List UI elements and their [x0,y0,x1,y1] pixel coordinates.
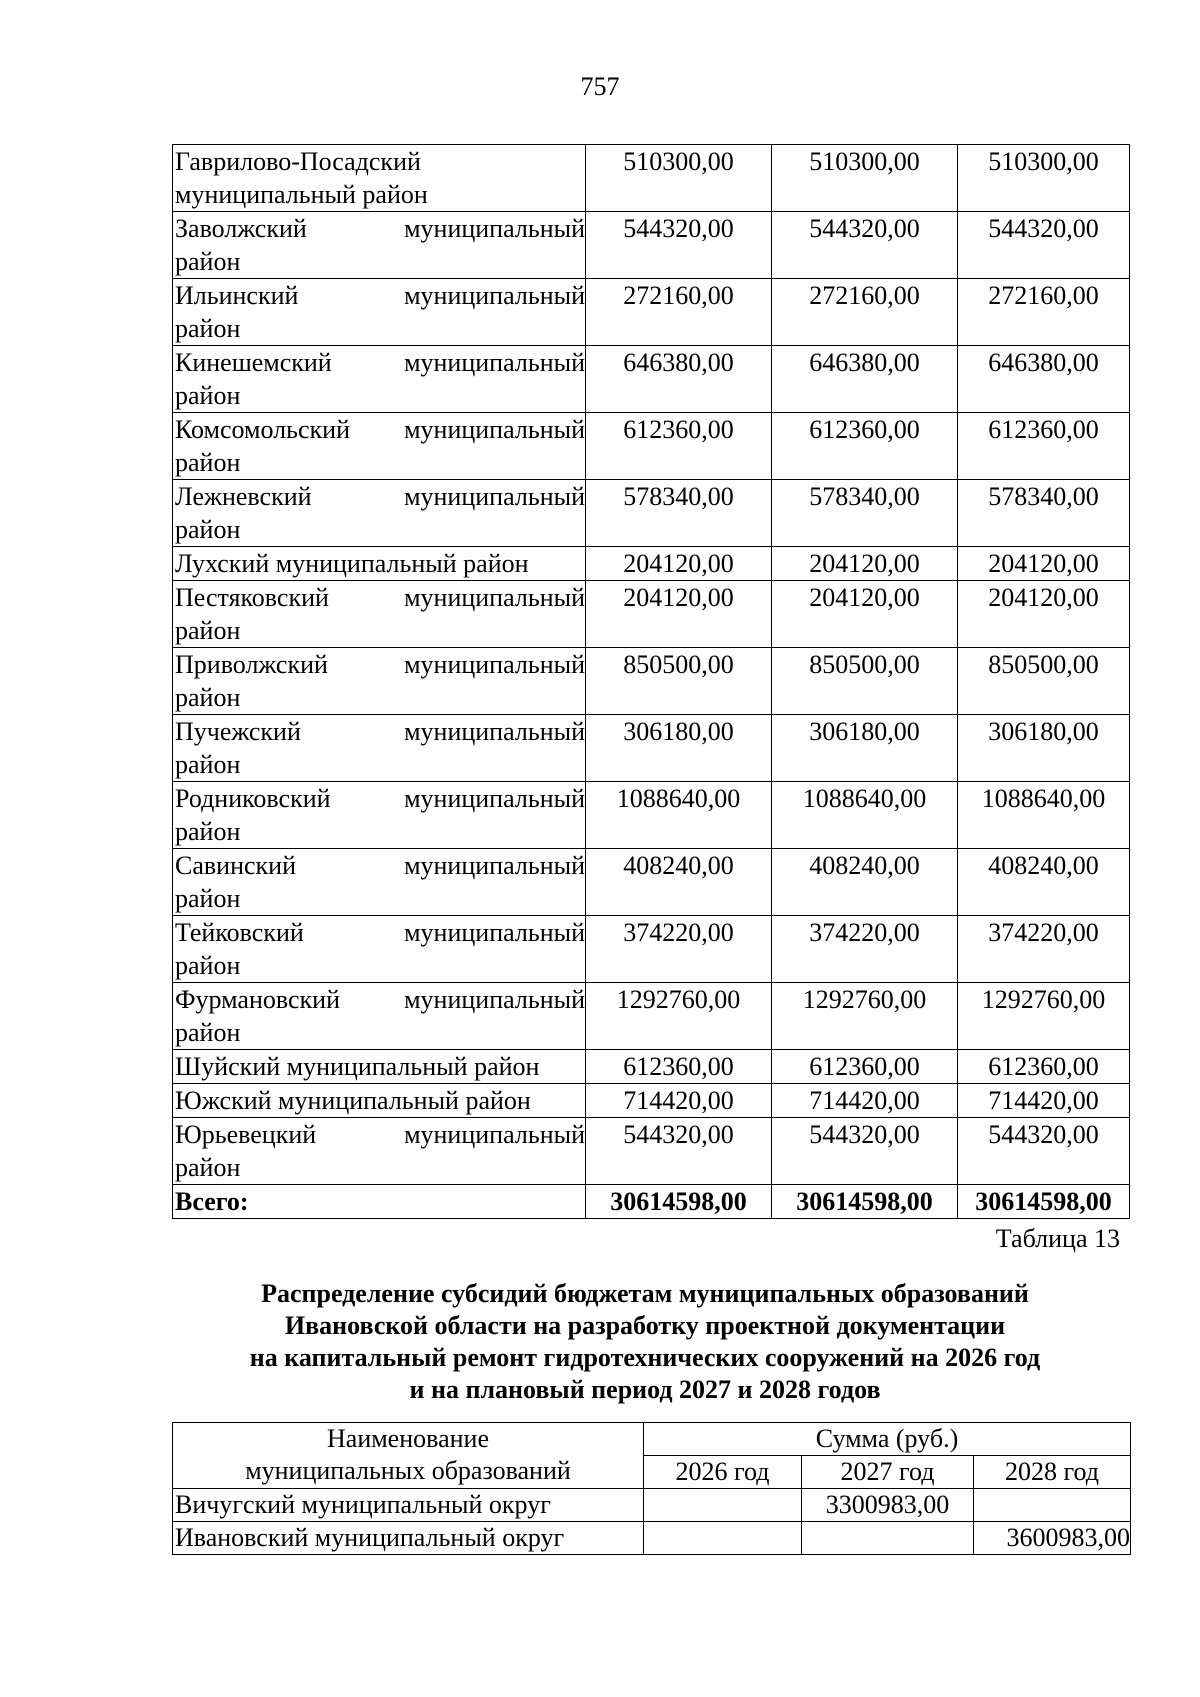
table-row [173,1050,1130,1084]
row-name-line1: Пучежский муниципальный [175,717,585,746]
row-name-line1: Южский муниципальный район [175,1086,531,1115]
header-sum-cell: Сумма (руб.) [644,1423,1131,1456]
table-row [173,413,1130,480]
row-value-v2: 510300,00 [772,145,958,212]
row-name [173,983,586,1050]
row-name-line1: Савинский муниципальный [175,851,585,880]
row-value-v2: 714420,00 [772,1084,958,1118]
table-title-line: и на плановый период 2027 и 2028 годов [409,1375,881,1404]
row-value-v3: 510300,00 [958,145,1130,212]
row-value-v1: 714420,00 [586,1084,772,1118]
row-value-2027 [802,1522,974,1555]
row-name [173,346,586,413]
row-name [173,480,586,547]
row-name-line2: район [175,683,241,712]
row-value-v3: 714420,00 [958,1084,1130,1118]
row-value-v1: 544320,00 [586,212,772,279]
table-row [173,782,1130,849]
row-value-v2: 374220,00 [772,916,958,983]
row-name [173,1050,586,1084]
header-name-cell [173,1423,644,1489]
table-row [173,849,1130,916]
table-header-row [173,1423,1131,1456]
row-name-line2: район [175,448,241,477]
subsidy-table-body [173,145,1130,1219]
header-year-2028: 2028 год [974,1456,1131,1489]
row-name-line1: Фурмановский муниципальный [175,985,585,1014]
total-value-v3: 30614598,00 [958,1185,1130,1219]
table-row [173,346,1130,413]
row-value-v2: 612360,00 [772,413,958,480]
row-name [173,782,586,849]
table-row [173,715,1130,782]
row-name [173,715,586,782]
row-value-v2: 408240,00 [772,849,958,916]
row-name [173,145,586,212]
table-row [173,1489,1131,1522]
row-name-line1: Заволжский муниципальный [175,214,585,243]
header-year-2026: 2026 год [644,1456,802,1489]
table-row [173,1118,1130,1185]
table-row [173,581,1130,648]
row-value-v2: 850500,00 [772,648,958,715]
row-name [173,849,586,916]
row-value-v2: 612360,00 [772,1050,958,1084]
table-title-line: Ивановской области на разработку проектной документации [284,1311,1006,1340]
table-row [173,983,1130,1050]
row-value-v2: 544320,00 [772,1118,958,1185]
row-name-line1: Родниковский муниципальный [175,784,585,813]
row-name [173,916,586,983]
row-name-line2: район [175,817,241,846]
row-value-v3: 272160,00 [958,279,1130,346]
row-name [173,212,586,279]
row-value-v2: 578340,00 [772,480,958,547]
row-name: Ивановский муниципальный округ [173,1522,644,1555]
row-name-line2: район [175,314,241,343]
row-value-v2: 204120,00 [772,547,958,581]
page-number: 757 [580,72,620,101]
row-value-v3: 612360,00 [958,413,1130,480]
row-name-line2: район [175,616,241,645]
table-row [173,648,1130,715]
row-value-v1: 612360,00 [586,413,772,480]
row-value-v1: 646380,00 [586,346,772,413]
table-row [173,145,1130,212]
row-value-v3: 578340,00 [958,480,1130,547]
row-name-line2: район [175,1018,241,1047]
row-value-2028: 3600983,00 [974,1522,1131,1555]
row-name-line1: Гаврилово-Посадский [175,147,421,176]
table-row [173,547,1130,581]
subsidy-table-continued [172,144,1130,1219]
row-value-v2: 204120,00 [772,581,958,648]
table-title [0,1278,1200,1406]
row-name-line2: район [175,515,241,544]
table-row [173,480,1130,547]
row-value-2027: 3300983,00 [802,1489,974,1522]
row-value-v1: 408240,00 [586,849,772,916]
hydro-subsidy-table [172,1422,1131,1555]
row-name-line1: Лежневский муниципальный [175,482,585,511]
row-value-v1: 204120,00 [586,581,772,648]
row-name-line2: район [175,750,241,779]
row-value-v3: 850500,00 [958,648,1130,715]
row-value-v3: 544320,00 [958,212,1130,279]
row-name-line1: Ильинский муниципальный [175,281,585,310]
table-title-line: Распределение субсидий бюджетам муниципальных образований [261,1279,1029,1308]
header-name-line2: муниципальных образований [245,1456,571,1485]
row-value-v3: 646380,00 [958,346,1130,413]
row-value-2028 [974,1489,1131,1522]
row-value-v2: 1292760,00 [772,983,958,1050]
row-name-line1: Лухский муниципальный район [175,549,529,578]
row-name-line1: Приволжский муниципальный [175,650,585,679]
row-name-line1: Юрьевецкий муниципальный [175,1120,585,1149]
row-name: Вичугский муниципальный округ [173,1489,644,1522]
row-value-v3: 408240,00 [958,849,1130,916]
total-value-v2: 30614598,00 [772,1185,958,1219]
table-row [173,916,1130,983]
row-value-v1: 204120,00 [586,547,772,581]
row-value-v3: 612360,00 [958,1050,1130,1084]
row-value-v1: 1088640,00 [586,782,772,849]
row-name-line1: Шуйский муниципальный район [175,1052,540,1081]
table-row [173,1084,1130,1118]
row-value-v1: 1292760,00 [586,983,772,1050]
row-value-v1: 272160,00 [586,279,772,346]
total-label: Всего: [173,1185,586,1219]
table-row [173,279,1130,346]
row-name [173,279,586,346]
row-name-line2: район [175,247,241,276]
row-value-v2: 544320,00 [772,212,958,279]
row-value-2026 [644,1489,802,1522]
total-row [173,1185,1130,1219]
row-name-line2: район [175,1153,241,1182]
row-name-line1: Пестяковский муниципальный [175,583,585,612]
row-name-line2: район [175,381,241,410]
row-name-line2: муниципальный район [175,180,428,209]
row-value-v2: 1088640,00 [772,782,958,849]
row-value-v1: 510300,00 [586,145,772,212]
row-value-v1: 612360,00 [586,1050,772,1084]
row-value-v3: 204120,00 [958,547,1130,581]
row-value-v2: 646380,00 [772,346,958,413]
row-value-v3: 1088640,00 [958,782,1130,849]
row-value-v3: 306180,00 [958,715,1130,782]
row-value-v1: 578340,00 [586,480,772,547]
table-caption: Таблица 13 [995,1224,1120,1253]
row-name [173,413,586,480]
header-year-2027: 2027 год [802,1456,974,1489]
row-value-v3: 374220,00 [958,916,1130,983]
row-name [173,581,586,648]
row-value-v3: 204120,00 [958,581,1130,648]
row-name [173,547,586,581]
row-name [173,1084,586,1118]
row-name-line1: Тейковский муниципальный [175,918,585,947]
table-row [173,1522,1131,1555]
row-name [173,1118,586,1185]
row-value-v3: 544320,00 [958,1118,1130,1185]
total-value-v1: 30614598,00 [586,1185,772,1219]
row-value-v1: 374220,00 [586,916,772,983]
row-value-v1: 544320,00 [586,1118,772,1185]
row-value-v3: 1292760,00 [958,983,1130,1050]
row-name-line1: Комсомольский муниципальный [175,415,585,444]
row-value-v2: 272160,00 [772,279,958,346]
table-title-line: на капитальный ремонт гидротехнических сооружений на 2026 год [249,1343,1041,1372]
row-name-line2: район [175,951,241,980]
row-value-v1: 850500,00 [586,648,772,715]
table-row [173,212,1130,279]
row-value-2026 [644,1522,802,1555]
row-name-line1: Кинешемский муниципальный [175,348,585,377]
row-value-v2: 306180,00 [772,715,958,782]
row-name [173,648,586,715]
row-name-line2: район [175,884,241,913]
header-name-line1: Наименование [327,1424,489,1453]
row-value-v1: 306180,00 [586,715,772,782]
